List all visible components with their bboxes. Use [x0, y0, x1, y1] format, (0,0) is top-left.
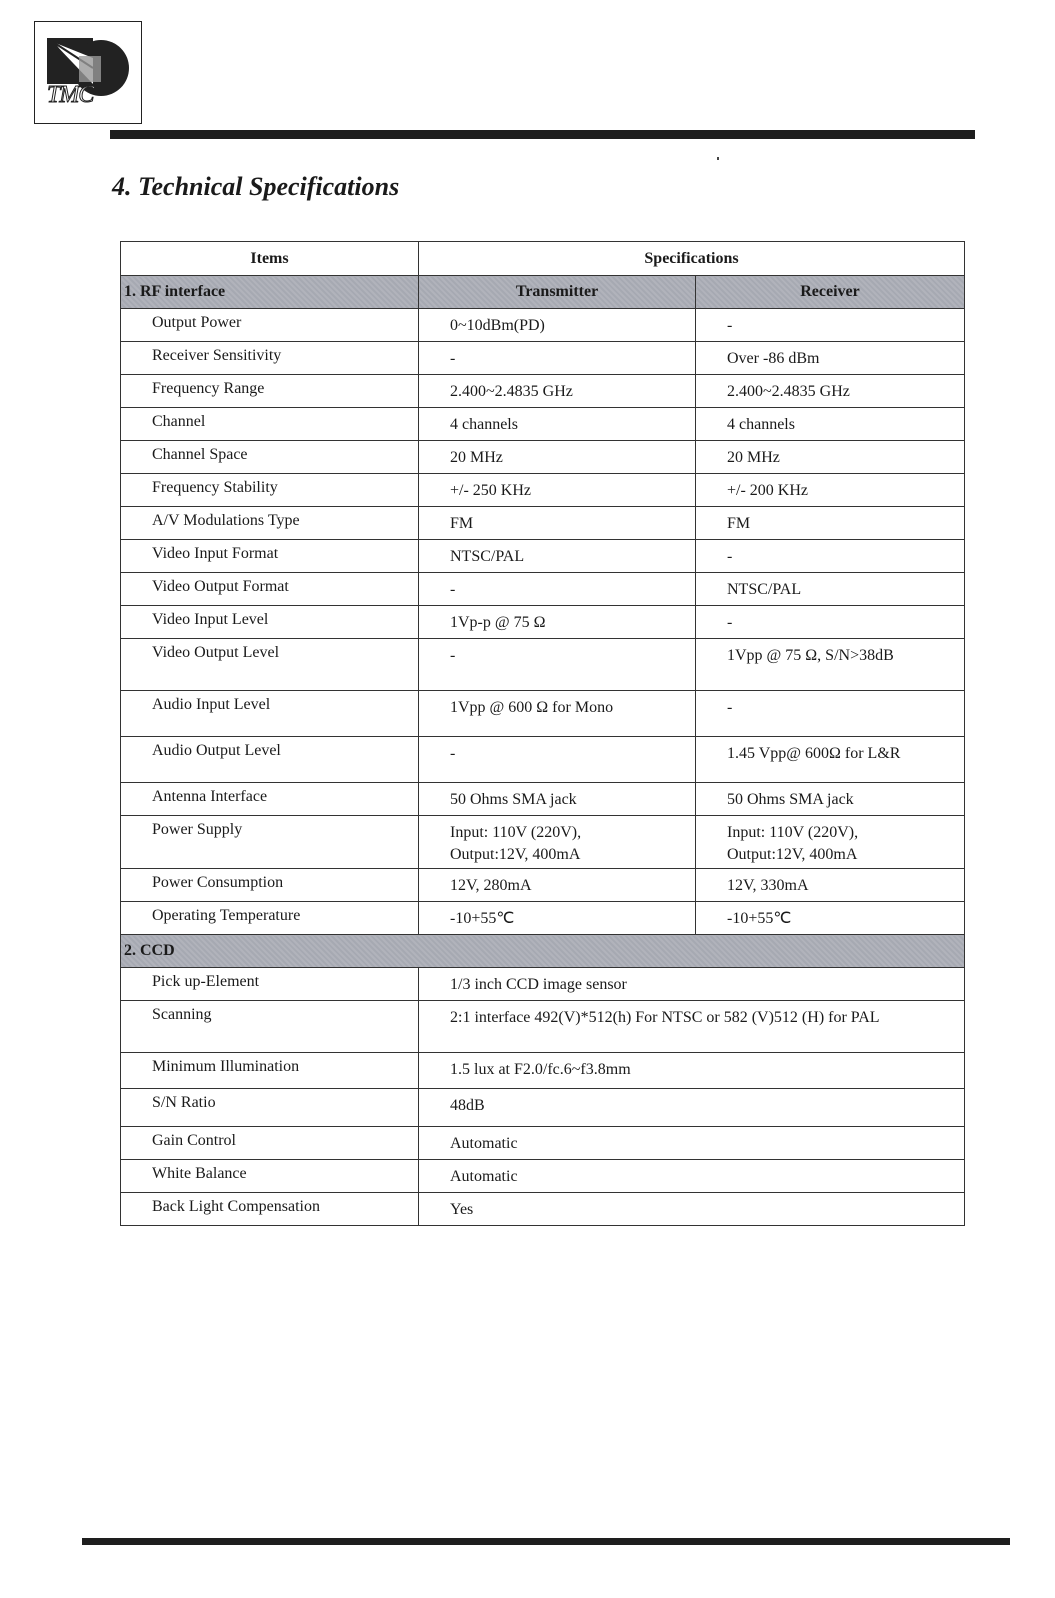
rf-table-row [121, 902, 965, 935]
item-label [121, 783, 419, 816]
ccd-table-row [121, 1193, 965, 1226]
receiver-value [696, 606, 965, 639]
receiver-value-text: 2.400~2.4835 GHz [727, 383, 850, 400]
header-specifications: Specifications [419, 242, 965, 276]
spec-value: Yes [419, 1193, 965, 1226]
receiver-value-text: 12V, 330mA [727, 877, 809, 894]
transmitter-value-text: 1Vp-p @ 75 Ω [450, 614, 546, 631]
rf-table-row [121, 375, 965, 408]
transmitter-value [419, 816, 696, 869]
transmitter-value [419, 375, 696, 408]
receiver-value [696, 408, 965, 441]
rf-table-row [121, 408, 965, 441]
page-title: 4. Technical Specifications [112, 172, 400, 201]
receiver-value-text: FM [727, 515, 751, 532]
receiver-value-text: - [727, 317, 733, 334]
transmitter-value-text: - [450, 581, 456, 598]
header-receiver: Receiver [696, 276, 965, 309]
transmitter-value [419, 309, 696, 342]
receiver-value-text: 4 channels [727, 416, 795, 433]
item-label-text: Video Input Level [152, 611, 269, 628]
footer-rule [82, 1538, 1010, 1545]
table-header-row [121, 242, 965, 276]
receiver-value-text: 50 Ohms SMA jack [727, 791, 854, 808]
rf-table-row [121, 639, 965, 691]
receiver-value [696, 639, 965, 691]
rf-table-row [121, 507, 965, 540]
receiver-value [696, 375, 965, 408]
item-label-text: Power Consumption [152, 874, 284, 891]
rf-table-row [121, 737, 965, 783]
item-label: White Balance [121, 1160, 419, 1193]
ccd-table-row [121, 1089, 965, 1127]
item-label-text: Operating Temperature [152, 907, 301, 924]
transmitter-value-text: 2.400~2.4835 GHz [450, 383, 573, 400]
receiver-value-text: +/- 200 KHz [727, 482, 809, 499]
receiver-value-line2: Output:12V, 400mA [727, 846, 858, 863]
transmitter-value [419, 902, 696, 935]
item-label: S/N Ratio [121, 1089, 419, 1127]
receiver-value [696, 783, 965, 816]
item-label [121, 606, 419, 639]
receiver-value [696, 309, 965, 342]
item-label-text: Receiver Sensitivity [152, 347, 282, 364]
section-ccd-row [121, 935, 965, 968]
rf-table-row [121, 606, 965, 639]
transmitter-value-text: - [450, 647, 456, 664]
transmitter-value-text: - [450, 745, 456, 762]
rf-table-row [121, 869, 965, 902]
receiver-value [696, 737, 965, 783]
item-label-text: Video Output Format [152, 578, 289, 595]
transmitter-value [419, 408, 696, 441]
transmitter-value-text: -10+55℃ [450, 910, 515, 927]
spec-value: 48dB [419, 1089, 965, 1127]
item-label-text: Antenna Interface [152, 788, 268, 805]
transmitter-value [419, 474, 696, 507]
receiver-value-text: 20 MHz [727, 449, 780, 466]
item-label-text: Output Power [152, 314, 242, 331]
receiver-value-text: Input: 110V (220V), [727, 824, 859, 841]
receiver-value-text: -10+55℃ [727, 910, 792, 927]
spec-value: 1.5 lux at F2.0/fc.6~f3.8mm [419, 1053, 965, 1089]
ccd-table-row [121, 968, 965, 1001]
transmitter-value [419, 783, 696, 816]
transmitter-value-text: +/- 250 KHz [450, 482, 532, 499]
item-label [121, 408, 419, 441]
transmitter-value [419, 441, 696, 474]
receiver-value [696, 474, 965, 507]
receiver-value-text: 1Vpp @ 75 Ω, S/N>38dB [727, 647, 894, 664]
transmitter-value-line2: Output:12V, 400mA [450, 846, 581, 863]
transmitter-value-text: - [450, 350, 456, 367]
receiver-value-text: - [727, 548, 733, 565]
rf-table-row [121, 691, 965, 737]
ccd-table-row [121, 1053, 965, 1089]
section-rf-row [121, 276, 965, 309]
item-label-text: Channel [152, 413, 206, 430]
rf-table-row [121, 540, 965, 573]
item-label [121, 309, 419, 342]
item-label [121, 474, 419, 507]
receiver-value-text: Over -86 dBm [727, 350, 820, 367]
receiver-value [696, 869, 965, 902]
ccd-table-row [121, 1001, 965, 1053]
rf-table-row [121, 309, 965, 342]
item-label [121, 375, 419, 408]
receiver-value [696, 507, 965, 540]
spec-table [120, 241, 965, 1226]
transmitter-value [419, 540, 696, 573]
item-label [121, 573, 419, 606]
transmitter-value-text: 1Vpp @ 600 Ω for Mono [450, 699, 614, 716]
item-label-text: Channel Space [152, 446, 248, 463]
rf-table-row [121, 342, 965, 375]
transmitter-value [419, 342, 696, 375]
item-label [121, 639, 419, 691]
item-label-text: Frequency Stability [152, 479, 278, 496]
rf-table-row [121, 783, 965, 816]
ccd-table-row [121, 1127, 965, 1160]
transmitter-value [419, 639, 696, 691]
item-label-text: Frequency Range [152, 380, 265, 397]
rf-table-row [121, 474, 965, 507]
item-label [121, 441, 419, 474]
transmitter-value [419, 737, 696, 783]
item-label: Minimum Illumination [121, 1053, 419, 1089]
receiver-value-text: NTSC/PAL [727, 581, 802, 598]
transmitter-value-text: 0~10dBm(PD) [450, 317, 545, 334]
section-ccd-title: 2. CCD [121, 935, 965, 968]
item-label [121, 737, 419, 783]
receiver-value [696, 691, 965, 737]
item-label: Gain Control [121, 1127, 419, 1160]
transmitter-value-text: 12V, 280mA [450, 877, 532, 894]
receiver-value-text: - [727, 614, 733, 631]
item-label [121, 902, 419, 935]
item-label [121, 342, 419, 375]
transmitter-value [419, 507, 696, 540]
item-label: Scanning [121, 1001, 419, 1053]
transmitter-value [419, 606, 696, 639]
company-logo [34, 21, 142, 124]
receiver-value [696, 342, 965, 375]
transmitter-value [419, 573, 696, 606]
receiver-value [696, 816, 965, 869]
transmitter-value-text: NTSC/PAL [450, 548, 525, 565]
receiver-value [696, 441, 965, 474]
item-label [121, 691, 419, 737]
spec-value: 2:1 interface 492(V)*512(h) For NTSC or 582 (V)512 (H) for PAL [419, 1001, 965, 1053]
item-label [121, 540, 419, 573]
item-label-text: Video Input Format [152, 545, 279, 562]
item-label-text: Video Output Level [152, 644, 280, 661]
transmitter-value-text: 50 Ohms SMA jack [450, 791, 577, 808]
header-items: Items [121, 242, 419, 276]
transmitter-value-text: 4 channels [450, 416, 518, 433]
item-label-text: Audio Output Level [152, 742, 281, 759]
transmitter-value-text: 20 MHz [450, 449, 503, 466]
receiver-value [696, 540, 965, 573]
receiver-value [696, 902, 965, 935]
ccd-table-row [121, 1160, 965, 1193]
item-label [121, 507, 419, 540]
rf-table-row [121, 441, 965, 474]
spec-value: Automatic [419, 1127, 965, 1160]
section-rf-title: 1. RF interface [121, 276, 419, 309]
rf-table-row [121, 816, 965, 869]
header-rule [110, 130, 975, 139]
receiver-value [696, 573, 965, 606]
spec-value: Automatic [419, 1160, 965, 1193]
header-transmitter: Transmitter [419, 276, 696, 309]
spec-value: 1/3 inch CCD image sensor [419, 968, 965, 1001]
logo-text: TMC [47, 82, 94, 108]
transmitter-value-text: Input: 110V (220V), [450, 824, 582, 841]
item-label-text: A/V Modulations Type [152, 512, 300, 529]
item-label-text: Audio Input Level [152, 696, 271, 713]
receiver-value-text: 1.45 Vpp@ 600Ω for L&R [727, 745, 901, 762]
item-label [121, 816, 419, 869]
item-label: Back Light Compensation [121, 1193, 419, 1226]
item-label-text: Power Supply [152, 821, 243, 838]
transmitter-value-text: FM [450, 515, 474, 532]
transmitter-value [419, 869, 696, 902]
scan-speck [717, 157, 719, 160]
receiver-value-text: - [727, 699, 733, 716]
item-label [121, 869, 419, 902]
rf-table-row [121, 573, 965, 606]
transmitter-value [419, 691, 696, 737]
item-label: Pick up-Element [121, 968, 419, 1001]
